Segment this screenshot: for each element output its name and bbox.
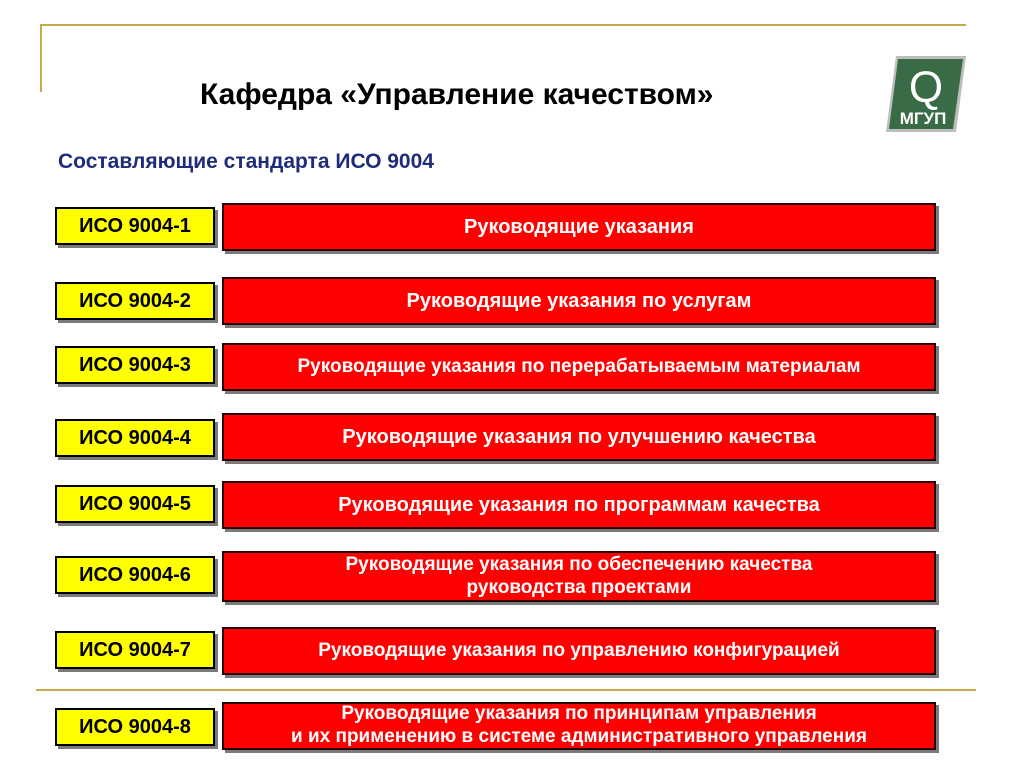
- standard-code: ИСО 9004-5: [55, 485, 215, 523]
- standard-code: ИСО 9004-3: [55, 346, 215, 384]
- frame-left-line: [40, 24, 42, 92]
- standard-description: [222, 343, 936, 391]
- standard-code: ИСО 9004-4: [55, 419, 215, 457]
- description-line: и их применению в системе административного управления: [290, 726, 867, 747]
- description-line: Руководящие указания по улучшению качества: [342, 426, 816, 448]
- description-line: Руководящие указания по перерабатываемым материалам: [297, 355, 861, 377]
- description-line: Руководящие указания по обеспечению качества: [345, 553, 813, 575]
- description-line: Руководящие указания по принципам управления: [341, 703, 817, 725]
- mgup-logo: [886, 56, 966, 132]
- standard-description: [222, 627, 936, 675]
- description-line: руководства проектами: [466, 576, 692, 598]
- standard-description: [222, 702, 936, 750]
- logo-letter: Q: [908, 63, 944, 112]
- section-subtitle: Составляющие стандарта ИСО 9004: [58, 150, 434, 173]
- standard-description: [222, 551, 936, 602]
- description-line: Руководящие указания по управлению конфигурацией: [318, 639, 840, 661]
- description-line: Руководящие указания: [464, 216, 694, 238]
- standard-code: ИСО 9004-1: [55, 207, 215, 245]
- standard-description: [222, 481, 936, 529]
- standard-code: ИСО 9004-8: [55, 708, 215, 746]
- description-line: Руководящие указания по услугам: [406, 290, 752, 312]
- standard-code: ИСО 9004-6: [55, 556, 215, 594]
- page-title: Кафедра «Управление качеством»: [200, 78, 714, 111]
- standard-description: [222, 277, 936, 325]
- standard-description: [222, 203, 936, 251]
- logo-text: МГУП: [899, 109, 947, 128]
- frame-bottom-line: [36, 689, 976, 691]
- standard-code: ИСО 9004-7: [55, 631, 215, 669]
- standard-code: ИСО 9004-2: [55, 282, 215, 320]
- standard-description: [222, 413, 936, 461]
- description-line: Руководящие указания по программам качества: [338, 494, 820, 516]
- frame-top-line: [40, 24, 966, 26]
